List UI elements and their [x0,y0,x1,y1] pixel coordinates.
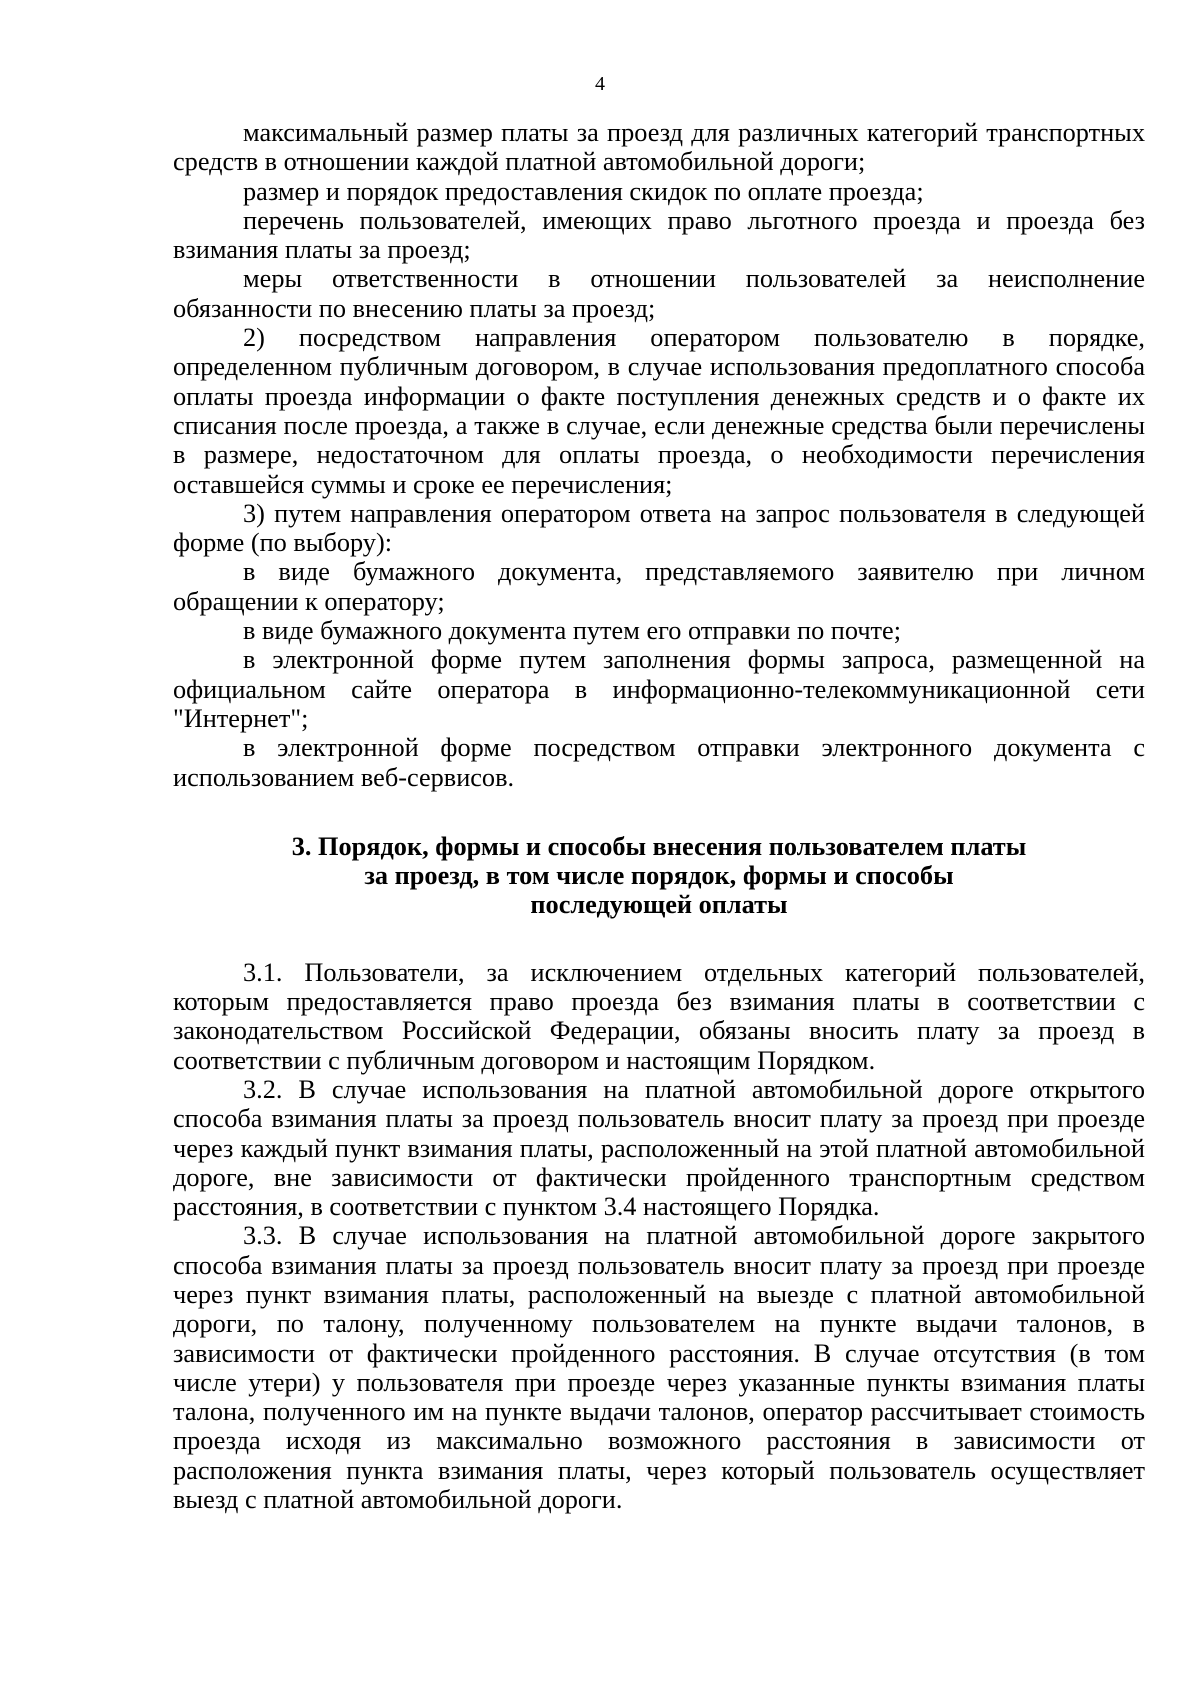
paragraph: 3) путем направления оператором ответа на запрос пользователя в следующей форме (по выбору): [173,498,1145,558]
paragraph: 3.2. В случае использования на платной автомобильной дороге открытого способа взимания платы за проезд пользователь вносит плату за проезд при проезде через каждый пункт взимания платы, расположенный на этой платной автомобильной дороге, вне зависимости от фактически пройденного транспортным средством расстояния, в соответствии с пунктом 3.4 настоящего Порядка. [173,1074,1145,1222]
paragraph: в виде бумажного документа путем его отправки по почте; [243,616,902,646]
section-heading-line: за проезд, в том числе порядок, формы и способы [364,861,954,891]
section-heading [173,832,1145,920]
paragraph: в виде бумажного документа, представляемого заявителю при личном обращении к оператору; [173,557,1145,616]
paragraph: 3.3. В случае использования на платной автомобильной дороге закрытого способа взимания платы за проезд пользователь вносит плату за проезд при проезде через пункт взимания платы, расположенный на выезде с платной автомобильной дороги, по талону, полученному пользователем на пункте выдачи талонов, в зависимости от фактически пройденного расстояния. В случае отсутствия (в том числе утери) у пользователя при проезде через указанные пункты взимания платы талона, полученного им на пункте выдачи талонов, оператор рассчитывает стоимость проезда исходя из максимально возможного расстояния в зависимости от расположения пункта взимания платы, через который пользователь осуществляет выезд с платной автомобильной дороги. [173,1221,1145,1515]
paragraph: перечень пользователей, имеющих право льготного проезда и проезда без взимания платы за проезд; [173,205,1145,265]
paragraph: в электронной форме посредством отправки электронного документа с использованием веб-сервисов. [173,733,1145,792]
paragraph: максимальный размер платы за проезд для различных категорий транспортных средств в отношении каждой платной автомобильной дороги; [173,118,1145,177]
paragraph: 2) посредством направления оператором пользователю в порядке, определенном публичным договором, в случае использования предоплатного способа оплаты проезда информации о факте поступления денежных средств и о факте их списания после проезда, а также в случае, если денежные средства были перечислены в размере, недостаточном для оплаты проезда, о необходимости перечисления оставшейся суммы и сроке ее перечисления; [173,323,1145,499]
section-heading-line: 3. Порядок, формы и способы внесения пользователем платы [291,831,1027,861]
paragraph: меры ответственности в отношении пользователей за неисполнение обязанности по внесению платы за проезд; [173,264,1145,323]
paragraph: в электронной форме путем заполнения формы запроса, размещенной на официальном сайте оператора в информационно-телекоммуникационной сети "Интернет"; [173,645,1145,733]
document-body [173,118,1145,1514]
paragraph: размер и порядок предоставления скидок по оплате проезда; [243,176,924,206]
page-number: 4 [595,73,605,95]
paragraph: 3.1. Пользователи, за исключением отдельных категорий пользователей, которым предоставляется право проезда без взимания платы в соответствии с законодательством Российской Федерации, обязаны вносить плату за проезд в соответствии с публичным договором и настоящим Порядком. [173,957,1145,1075]
section-heading-line: последующей оплаты [530,890,788,920]
